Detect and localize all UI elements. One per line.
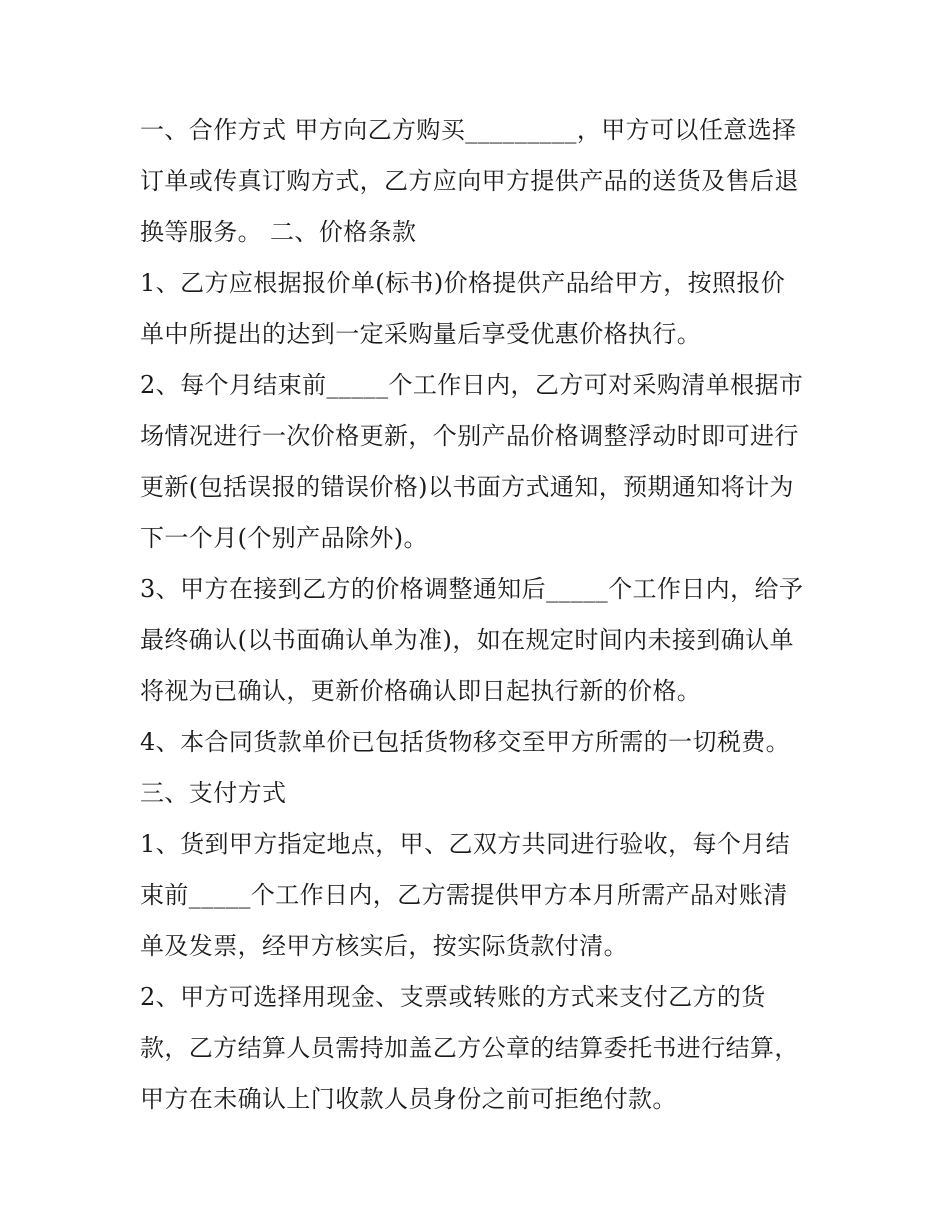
text-line: 订单或传真订购方式，乙方应向甲方提供产品的送货及售后退 xyxy=(140,167,799,195)
text-line: 更新(包括误报的错误价格)以书面方式通知，预期通知将计为 xyxy=(140,473,794,501)
text-line: 1、货到甲方指定地点，甲、乙双方共同进行验收，每个月结 xyxy=(140,830,791,858)
text-line: 三、支付方式 xyxy=(140,779,287,807)
text-line: 下一个月(个别产品除外)。 xyxy=(140,524,428,552)
text-line: 束前_____个工作日内，乙方需提供甲方本月所需产品对账清 xyxy=(140,881,788,909)
text-line: 2、甲方可选择用现金、支票或转账的方式来支付乙方的货 xyxy=(140,983,766,1011)
text-line: 单及发票，经甲方核实后，按实际货款付清。 xyxy=(140,932,628,960)
document-body xyxy=(140,105,820,1125)
text-line: 换等服务。 二、价格条款 xyxy=(140,218,417,246)
text-line: 2、每个月结束前_____个工作日内，乙方可对采购清单根据市 xyxy=(140,371,804,399)
text-line: 一、合作方式 甲方向乙方购买_________，甲方可以任意选择 xyxy=(140,116,797,144)
text-line: 1、乙方应根据报价单(标书)价格提供产品给甲方，按照报价 xyxy=(140,269,786,297)
text-line: 最终确认(以书面确认单为准)，如在规定时间内未接到确认单 xyxy=(140,626,794,654)
text-line: 4、本合同货款单价已包括货物移交至甲方所需的一切税费。 xyxy=(140,728,791,756)
text-line: 将视为已确认，更新价格确认即日起执行新的价格。 xyxy=(140,677,702,705)
text-line: 甲方在未确认上门收款人员身份之前可拒绝付款。 xyxy=(140,1085,677,1113)
text-line: 单中所提出的达到一定采购量后享受优惠价格执行。 xyxy=(140,320,702,348)
text-line: 3、甲方在接到乙方的价格调整通知后_____个工作日内，给予 xyxy=(140,575,804,603)
text-line: 款，乙方结算人员需持加盖乙方公章的结算委托书进行结算， xyxy=(140,1034,799,1062)
text-line: 场情况进行一次价格更新，个别产品价格调整浮动时即可进行 xyxy=(140,422,799,450)
